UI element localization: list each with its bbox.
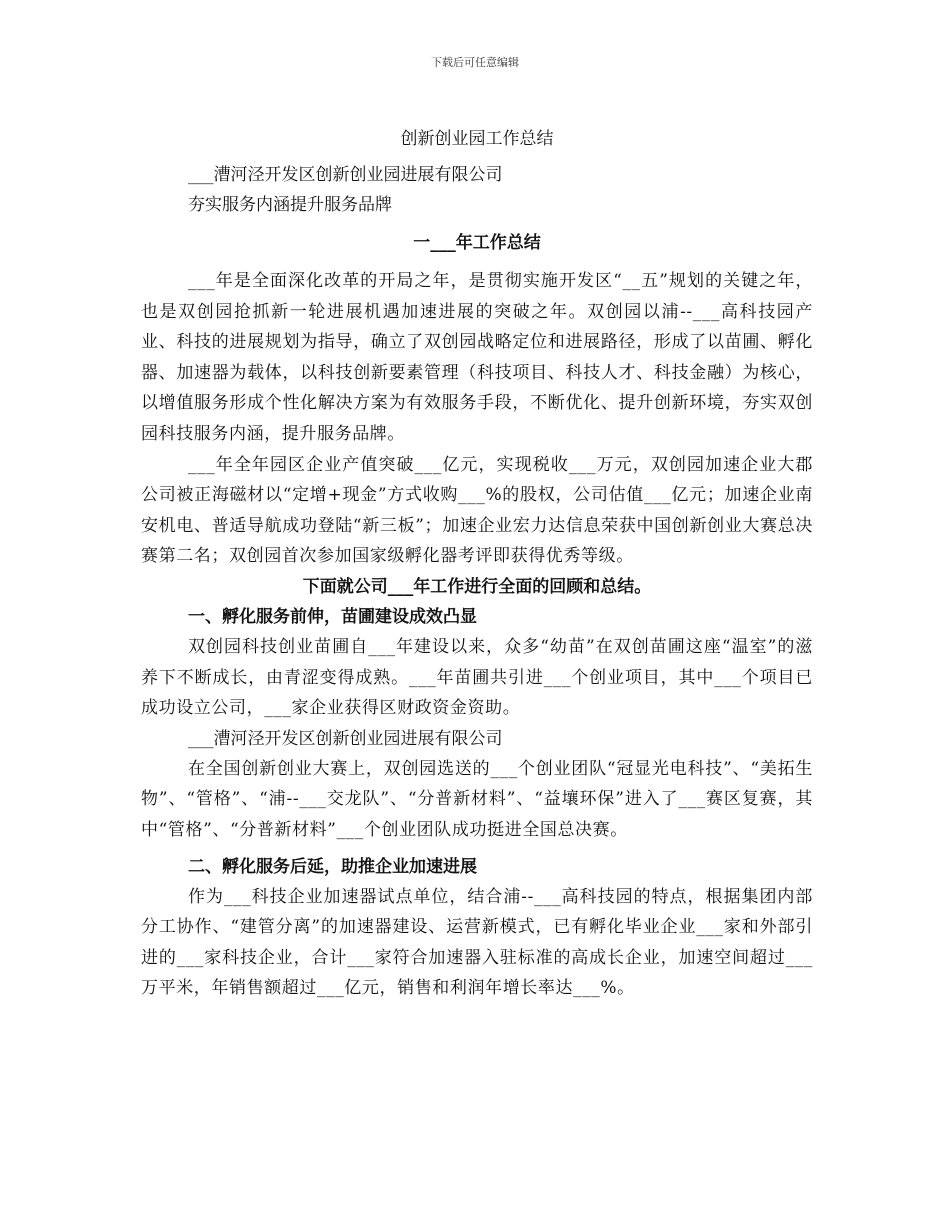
heading-incubation-extend: 二、孵化服务后延，助推企业加速进展 [188,856,477,877]
heading-incubation-forward: 一、孵化服务前伸，苗圃建设成效凸显 [188,606,477,627]
document-title: 创新创业园工作总结 [400,129,554,149]
header-note: 下载后可任意编辑 [431,56,519,69]
paragraph-nursery: 双创园科技创业苗圃自___年建设以来，众多“幼苗”在双创苗圃这座“温室”的滋养下不断成长，由青涩变得成熟。___年苗圃共引进___个创业项目，其中___个项目已成功设立公司，___家企业获得区财政资金资助。 [141,636,813,719]
company-name: ___漕河泾开发区创新创业园进展有限公司 [188,165,503,185]
document-subtitle: 夯实服务内涵提升服务品牌 [188,195,392,215]
paragraph-competition: 在全国创新创业大赛上，双创园选送的___个创业团队“冠显光电科技”、“美拓生物”、“管格”、“浦--___交龙队”、“分普新材料”、“益壤环保”进入了___赛区复赛，其中“管格”、“分普新材料”___个创业团队成功挺进全国总决赛。 [141,758,813,840]
paragraph-accelerator: 作为___科技企业加速器试点单位，结合浦--___高科技园的特点，根据集团内部分工协作、“建管分离”的加速器建设、运营新模式，已有孵化毕业企业___家和外部引进的___家科技企业，合计___家符合加速器入驻标准的高成长企业，加速空间超过___万平米，年销售额超过___亿元，销售和利润年增长率达___%。 [141,886,813,999]
review-heading: 下面就公司___年工作进行全面的回顾和总结。 [302,576,652,597]
section-heading: 一___年工作总结 [413,233,541,253]
document-body [141,124,813,1004]
paragraph-intro: ___年是全面深化改革的开局之年，是贯彻实施开发区“__五”规划的关键之年，也是双创园抢抓新一轮进展机遇加速进展的突破之年。双创园以浦--___高科技园产业、科技的进展规划为指导，确立了双创园战略定位和进展路径，形成了以苗圃、孵化器、加速器为载体，以科技创新要素管理（科技项目、科技人才、科技金融）为核心，以增值服务形成个性化解决方案为有效服务手段，不断优化、提升创新环境，夯实双创园科技服务内涵，提升服务品牌。 [141,271,813,444]
company-name-repeat: ___漕河泾开发区创新创业园进展有限公司 [188,728,503,749]
paragraph-results: ___年全年园区企业产值突破___亿元，实现税收___万元，双创园加速企业大郡公司被正海磁材以“定增+现金”方式收购___%的股权，公司估值___亿元；加速企业南安机电、普适导航成功登陆“新三板”；加速企业宏力达信息荣获中国创新创业大赛总决赛第二名；双创园首次参加国家级孵化器考评即获得优秀等级。 [141,454,813,567]
